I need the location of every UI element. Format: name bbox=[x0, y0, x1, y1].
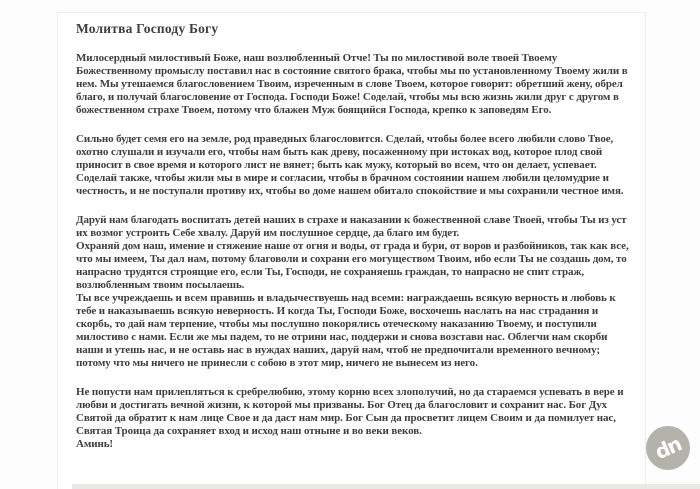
watermark-text: dn bbox=[651, 431, 685, 465]
paragraph-amen: Аминь! bbox=[76, 438, 113, 450]
page-bottom-edge bbox=[72, 484, 700, 489]
paragraph-closing-blessing: Не попусти нам прилепляться к сребрелюбию, этому корню всех злополучий, но да стараемся успевать в вере и любви и достигать вечной жизни, к которой мы призваны. Бог Отец да благословит и сохранит нас. Бог Дух Святой да обратит к нам лице Свое и да даст нам мир. Бог Сын да просветит лицем Своим и да помилует нас, Святая Троица да сохраняет вход и исход наш отныне и во веки веков. bbox=[76, 386, 624, 437]
paragraph-group-petitions bbox=[76, 214, 631, 370]
watermark-logo bbox=[646, 426, 690, 470]
paragraph-seed-on-earth: Сильно будет семя его на земле, род праведных благословится. Сделай, чтобы более всего любили слово Твое, охотно слушали и изучали его, чтобы нам быть как древу, посаженному при истоках вод, которое плод свой приносит в свое время и которого лист не вянет; быть как мужу, который во всем, что он делает, успевает. Соделай также, чтобы жили мы в мире и согласии, чтобы в брачном состоянии нашем любили целомудрие и честность, и не поступали противу их, чтобы во доме нашем обитало спокойствие и мы сохранили честное имя. bbox=[76, 133, 624, 197]
document-title: Молитва Господу Богу bbox=[76, 21, 219, 36]
paragraph-providence-and-patience: Ты все учреждаешь и всем правишь и владычествуешь над всеми: награждаешь всякую верность и любовь к тебе и наказываешь всякую неверность. И когда Ты, Господи Боже, восхочешь наслать на нас страдания и скорбь, то дай нам терпение, чтобы мы послушно покорялись отеческому наказанию Твоему, и поступили милостиво с нами. Если же мы падем, то не отрини нас, поддержи и снова возстави нас. Облегчи нам скорби наши и утешь нас, и не оставь нас в нуждах наших, даруй нам, чтоб не предпочитали временного вечному; потому что мы ничего не принесли с собою в этот мир, ничего не вынесем из него. bbox=[76, 292, 616, 369]
document-page bbox=[57, 12, 646, 489]
paragraph-group-closing bbox=[76, 386, 631, 451]
paragraph-children-upbringing: Даруй нам благодать воспитать детей наших в страхе и наказании к божественной славе Твоей, чтобы Ты из уст их возмог устроить Себе хвалу. Даруй им послушное сердце, да благо им будет. bbox=[76, 214, 627, 239]
paragraph-marriage-blessing: Милосердный милостивый Боже, наш возлюбленный Отче! Ты по милостивой воле твоей Твоему Божественному промыслу поставил нас в состояние святого брака, чтобы мы по установленному Твоему жили в нем. Мы утешаемся благословением Твоим, изреченным в слове Твоем, которое говорит: обретший жену, обрел благо, и получай благословение от Господа. Господи Боже! Соделай, чтобы мы всю жизнь жили друг с другом в божественном страхе Твоем, потому что блажен Муж боящийся Господа, крепко к заповедям Его. bbox=[76, 52, 628, 116]
paragraph-protect-home: Охраняй дом наш, имение и стяжение наше от огня и воды, от града и бури, от воров и разбойников, так как все, что мы имеем, Ты дал нам, потому благоволи и сохрани его могуществом Твоим, ибо если Ты не создашь дом, то напрасно трудятся строящие его, если Ты, Господи, не сохраняешь граждан, то напрасно не спит страж, возлюбленным твоим посылаешь. bbox=[76, 240, 629, 291]
